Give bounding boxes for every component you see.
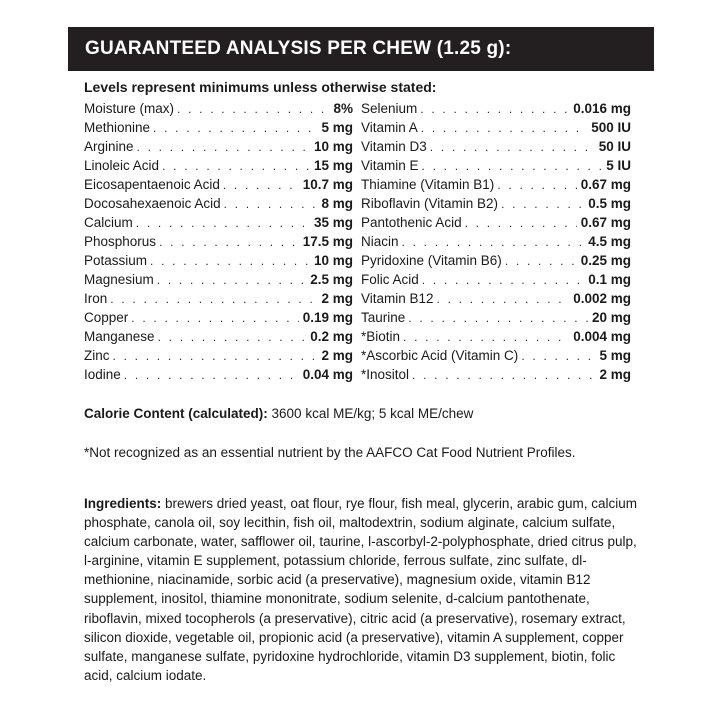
nutrient-name: Vitamin E	[361, 158, 419, 173]
nutrient-value: 8%	[333, 101, 353, 116]
nutrient-name: Phosphorus	[84, 234, 157, 249]
ingredients-label: Ingredients:	[84, 496, 162, 511]
nutrient-value: 0.004 mg	[573, 329, 631, 344]
dot-leader	[403, 328, 569, 346]
nutrient-row	[84, 270, 353, 289]
ingredients-paragraph	[84, 494, 640, 685]
nutrient-name: Methionine	[84, 120, 151, 135]
header-bar	[68, 27, 654, 71]
nutrient-value: 5 mg	[599, 348, 631, 363]
nutrient-value: 0.002 mg	[573, 291, 631, 306]
nutrient-name: Calcium	[84, 215, 133, 230]
nutrient-name: *Inositol	[361, 367, 410, 382]
nutrient-row	[361, 156, 631, 175]
nutrient-row	[84, 194, 353, 213]
dot-leader	[131, 309, 298, 327]
dot-leader	[159, 233, 299, 251]
dot-leader	[224, 195, 318, 213]
nutrient-row	[361, 308, 631, 327]
calorie-content	[84, 406, 473, 421]
nutrient-row	[361, 365, 631, 384]
nutrient-name: Iodine	[84, 367, 121, 382]
nutrient-value: 15 mg	[313, 158, 353, 173]
nutrient-value: 500 IU	[591, 120, 631, 135]
nutrient-value: 0.67 mg	[580, 177, 631, 192]
nutrient-row	[361, 346, 631, 365]
dot-leader	[157, 271, 306, 289]
dot-leader	[124, 366, 299, 384]
nutrient-column-right	[361, 99, 631, 384]
nutrient-row	[361, 270, 631, 289]
nutrient-name: Arginine	[84, 139, 134, 154]
nutrient-row	[361, 175, 631, 194]
dot-leader	[421, 119, 587, 137]
nutrient-name: Linoleic Acid	[84, 158, 160, 173]
dot-leader	[422, 157, 603, 175]
nutrient-value: 2 mg	[321, 291, 353, 306]
nutrient-value: 2.5 mg	[310, 272, 353, 287]
nutrient-name: Moisture (max)	[84, 101, 175, 116]
nutrient-name: Magnesium	[84, 272, 154, 287]
dot-leader	[497, 176, 576, 194]
nutrient-row	[84, 308, 353, 327]
dot-leader	[408, 309, 588, 327]
page-title: GUARANTEED ANALYSIS PER CHEW (1.25 g):	[85, 38, 512, 59]
nutrient-name: Vitamin D3	[361, 139, 427, 154]
nutrient-value: 0.25 mg	[580, 253, 631, 268]
dot-leader	[110, 290, 317, 308]
nutrient-value: 2 mg	[321, 348, 353, 363]
dot-leader	[158, 328, 307, 346]
nutrient-name: Niacin	[361, 234, 399, 249]
nutrient-name: *Ascorbic Acid (Vitamin C)	[361, 348, 519, 363]
nutrient-row	[361, 213, 631, 232]
dot-leader	[465, 214, 577, 232]
nutrient-name: Copper	[84, 310, 129, 325]
nutrient-row	[84, 251, 353, 270]
nutrient-column-left	[84, 99, 353, 384]
nutrient-row	[84, 175, 353, 194]
nutrient-name: Selenium	[361, 101, 418, 116]
nutrient-row	[361, 118, 631, 137]
calorie-value: 3600 kcal ME/kg; 5 kcal ME/chew	[267, 406, 474, 421]
nutrient-name: *Biotin	[361, 329, 401, 344]
nutrient-name: Iron	[84, 291, 108, 306]
nutrient-value: 0.5 mg	[588, 196, 631, 211]
dot-leader	[153, 119, 317, 137]
dot-leader	[420, 100, 569, 118]
nutrient-value: 10.7 mg	[302, 177, 353, 192]
dot-leader	[177, 100, 329, 118]
nutrient-row	[84, 213, 353, 232]
calorie-label: Calorie Content (calculated):	[84, 406, 268, 421]
nutrient-row	[361, 232, 631, 251]
nutrient-value: 5 mg	[321, 120, 353, 135]
nutrient-row	[361, 289, 631, 308]
nutrient-row	[84, 232, 353, 251]
nutrient-name: Zinc	[84, 348, 110, 363]
nutrient-value: 4.5 mg	[588, 234, 631, 249]
nutrient-value: 35 mg	[313, 215, 353, 230]
nutrient-row	[84, 327, 353, 346]
nutrient-row	[84, 346, 353, 365]
nutrient-row	[361, 194, 631, 213]
dot-leader	[223, 176, 299, 194]
dot-leader	[150, 252, 310, 270]
nutrient-value: 2 mg	[599, 367, 631, 382]
nutrient-name: Manganese	[84, 329, 155, 344]
aafco-footnote: *Not recognized as an essential nutrient by the AAFCO Cat Food Nutrient Profiles.	[84, 445, 576, 460]
dot-leader	[412, 366, 595, 384]
dot-leader	[402, 233, 585, 251]
dot-leader	[162, 157, 310, 175]
dot-leader	[521, 347, 595, 365]
nutrient-row	[84, 137, 353, 156]
nutrient-name: Vitamin A	[361, 120, 418, 135]
nutrient-value: 0.016 mg	[573, 101, 631, 116]
nutrient-value: 50 IU	[598, 139, 631, 154]
nutrient-row	[84, 118, 353, 137]
nutrient-row	[361, 251, 631, 270]
nutrient-value: 10 mg	[313, 253, 353, 268]
nutrient-row	[361, 327, 631, 346]
nutrient-name: Folic Acid	[361, 272, 419, 287]
nutrient-row	[84, 289, 353, 308]
nutrient-row	[84, 156, 353, 175]
nutrient-value: 0.67 mg	[580, 215, 631, 230]
nutrient-value: 0.2 mg	[310, 329, 353, 344]
nutrient-value: 0.04 mg	[302, 367, 353, 382]
nutrient-value: 5 IU	[606, 158, 631, 173]
nutrient-row	[361, 137, 631, 156]
dot-leader	[505, 252, 577, 270]
levels-note: Levels represent minimums unless otherwise stated:	[84, 79, 437, 95]
nutrient-name: Riboflavin (Vitamin B2)	[361, 196, 499, 211]
nutrient-name: Taurine	[361, 310, 406, 325]
nutrient-name: Vitamin B12	[361, 291, 434, 306]
nutrient-value: 17.5 mg	[302, 234, 353, 249]
dot-leader	[501, 195, 584, 213]
nutrient-name: Potassium	[84, 253, 148, 268]
dot-leader	[113, 347, 318, 365]
nutrient-name: Pyridoxine (Vitamin B6)	[361, 253, 502, 268]
dot-leader	[430, 138, 595, 156]
nutrient-name: Docosahexaenoic Acid	[84, 196, 221, 211]
nutrient-table	[0, 99, 720, 385]
dot-leader	[422, 271, 584, 289]
nutrient-value: 0.1 mg	[588, 272, 631, 287]
dot-leader	[437, 290, 570, 308]
nutrient-row	[84, 365, 353, 384]
nutrient-row	[84, 99, 353, 118]
nutrient-name: Thiamine (Vitamin B1)	[361, 177, 495, 192]
ingredients-text: brewers dried yeast, oat flour, rye flour, fish meal, glycerin, arabic gum, calcium phosphate, canola oil, soy lecithin, fish oil, maltodextrin, sodium alginate, calcium sulfate, calcium carbonate, water, safflower oil, taurine, l-ascorbyl-2-polyphosphate, dried citrus pulp, l-arginine, vitamin E supplement, potassium chloride, ferrous sulfate, zinc sulfate, dl-methionine, niacinamide, sorbic acid (a preservative), magnesium oxide, vitamin B12 supplement, inositol, thiamine mononitrate, sodium selenite, d-calcium pantothenate, riboflavin, mixed tocopherols (a preservative), citric acid (a preservative), rosemary extract, silicon dioxide, vegetable oil, propionic acid (a preservative), vitamin A supplement, copper sulfate, manganese sulfate, pyridoxine hydrochloride, vitamin D3 supplement, biotin, folic acid, calcium iodate.	[84, 496, 637, 683]
dot-leader	[136, 214, 310, 232]
dot-leader	[137, 138, 310, 156]
nutrient-value: 8 mg	[321, 196, 353, 211]
nutrient-value: 0.19 mg	[302, 310, 353, 325]
nutrient-value: 20 mg	[591, 310, 631, 325]
nutrient-value: 10 mg	[313, 139, 353, 154]
nutrient-row	[361, 99, 631, 118]
nutrient-name: Eicosapentaenoic Acid	[84, 177, 220, 192]
nutrient-name: Pantothenic Acid	[361, 215, 462, 230]
